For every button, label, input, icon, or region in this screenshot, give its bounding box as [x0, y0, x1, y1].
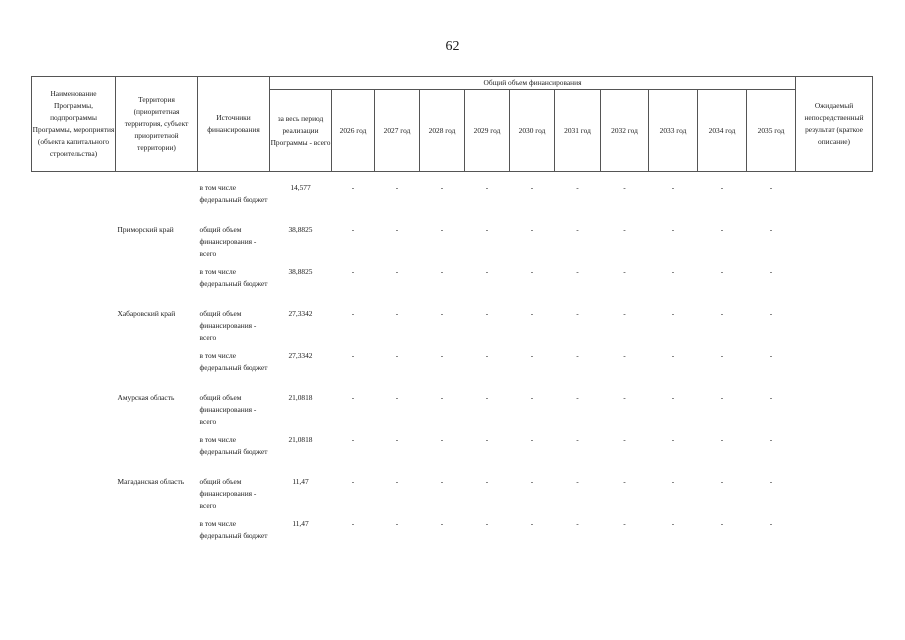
- year-cell: -: [671, 225, 675, 234]
- total-cell: 21,0818: [288, 435, 313, 444]
- year-cell: -: [671, 267, 675, 276]
- result-cell: [796, 182, 873, 224]
- year-cell: -: [623, 351, 626, 360]
- year-cell: -: [440, 393, 444, 402]
- table-row: [32, 266, 873, 308]
- source-cell: в том числе федеральный бюджет: [199, 267, 268, 288]
- year-cell: -: [395, 435, 399, 444]
- year-cell: -: [440, 351, 444, 360]
- name-cell: [32, 518, 116, 558]
- header-year: 2029 год: [465, 90, 510, 172]
- source-cell: общий объем финансирования - всего: [199, 225, 257, 258]
- result-cell: [796, 476, 873, 518]
- name-cell: [32, 434, 116, 476]
- year-cell: -: [440, 519, 444, 528]
- year-cell: -: [395, 393, 399, 402]
- year-cell: -: [720, 309, 724, 318]
- year-cell: -: [395, 351, 399, 360]
- year-cell: -: [671, 435, 675, 444]
- year-cell: -: [576, 519, 579, 528]
- name-cell: [32, 392, 116, 434]
- year-cell: -: [485, 351, 489, 360]
- year-cell: -: [623, 183, 626, 192]
- year-cell: -: [769, 477, 773, 486]
- name-cell: [32, 266, 116, 308]
- year-cell: -: [395, 225, 399, 234]
- name-cell: [32, 224, 116, 266]
- header-year: 2035 год: [747, 90, 796, 172]
- year-cell: -: [395, 309, 399, 318]
- year-cell: -: [576, 351, 579, 360]
- year-cell: -: [769, 267, 773, 276]
- year-cell: -: [769, 351, 773, 360]
- source-cell: общий объем финансирования - всего: [199, 393, 257, 426]
- source-cell: в том числе федеральный бюджет: [199, 435, 268, 456]
- header-year: 2034 год: [698, 90, 747, 172]
- year-cell: -: [485, 225, 489, 234]
- source-cell: в том числе федеральный бюджет: [199, 183, 268, 204]
- year-cell: -: [351, 225, 355, 234]
- year-cell: -: [769, 393, 773, 402]
- header-year: 2032 год: [601, 90, 649, 172]
- territory-cell: Хабаровский край: [117, 309, 176, 318]
- name-cell: [32, 350, 116, 392]
- year-cell: -: [485, 519, 489, 528]
- year-cell: -: [671, 393, 675, 402]
- year-cell: -: [623, 309, 626, 318]
- territory-cell: Магаданская область: [117, 477, 185, 486]
- year-cell: -: [671, 309, 675, 318]
- spacer-row: [32, 172, 873, 183]
- year-cell: -: [440, 183, 444, 192]
- source-cell: в том числе федеральный бюджет: [199, 519, 268, 540]
- year-cell: -: [530, 393, 534, 402]
- source-cell: в том числе федеральный бюджет: [199, 351, 268, 372]
- table-row: [32, 224, 873, 266]
- year-cell: -: [769, 225, 773, 234]
- territory-cell: Приморский край: [117, 225, 174, 234]
- header-year: 2030 год: [510, 90, 555, 172]
- year-cell: -: [623, 267, 626, 276]
- year-cell: -: [485, 393, 489, 402]
- year-cell: -: [623, 519, 626, 528]
- territory-cell: [116, 266, 198, 308]
- year-cell: -: [395, 267, 399, 276]
- header-year: 2027 год: [375, 90, 420, 172]
- total-cell: 11,47: [292, 477, 309, 486]
- year-cell: -: [720, 477, 724, 486]
- source-cell: общий объем финансирования - всего: [199, 477, 257, 510]
- year-cell: -: [576, 477, 579, 486]
- header-name: Наименование Программы, подпрограммы Программы, мероприятия (объекта капитального строительства): [32, 77, 116, 172]
- year-cell: -: [623, 435, 626, 444]
- year-cell: -: [576, 435, 579, 444]
- year-cell: -: [485, 435, 489, 444]
- name-cell: [32, 182, 116, 224]
- source-cell: общий объем финансирования - всего: [199, 309, 257, 342]
- year-cell: -: [769, 183, 773, 192]
- table-row: [32, 350, 873, 392]
- table-row: [32, 308, 873, 350]
- year-cell: -: [720, 267, 724, 276]
- year-cell: -: [485, 267, 489, 276]
- year-cell: -: [720, 183, 724, 192]
- year-cell: -: [440, 435, 444, 444]
- year-cell: -: [576, 183, 579, 192]
- year-cell: -: [769, 435, 773, 444]
- year-cell: -: [623, 225, 626, 234]
- header-territory: Территория (приоритетная территория, субъект приоритетной территории): [116, 77, 198, 172]
- year-cell: -: [351, 351, 355, 360]
- territory-cell: [116, 182, 198, 224]
- year-cell: -: [769, 309, 773, 318]
- year-cell: -: [440, 267, 444, 276]
- year-cell: -: [671, 183, 675, 192]
- year-cell: -: [530, 351, 534, 360]
- territory-cell: [116, 434, 198, 476]
- table-row: [32, 476, 873, 518]
- result-cell: [796, 518, 873, 558]
- year-cell: -: [395, 519, 399, 528]
- result-cell: [796, 434, 873, 476]
- table-row: [32, 434, 873, 476]
- total-cell: 38,8825: [288, 267, 313, 276]
- year-cell: -: [576, 393, 579, 402]
- total-cell: 27,3342: [288, 351, 313, 360]
- result-cell: [796, 308, 873, 350]
- header-sources: Источники финансирования: [198, 77, 270, 172]
- year-cell: -: [395, 183, 399, 192]
- year-cell: -: [530, 267, 534, 276]
- year-cell: -: [623, 393, 626, 402]
- territory-cell: Амурская область: [117, 393, 175, 402]
- result-cell: [796, 266, 873, 308]
- year-cell: -: [485, 183, 489, 192]
- header-total-financing: Общий объем финансирования: [270, 77, 796, 90]
- total-cell: 27,3342: [288, 309, 313, 318]
- year-cell: -: [720, 393, 724, 402]
- year-cell: -: [530, 519, 534, 528]
- year-cell: -: [720, 435, 724, 444]
- name-cell: [32, 308, 116, 350]
- total-cell: 14,577: [290, 183, 311, 192]
- name-cell: [32, 476, 116, 518]
- header-year: 2031 год: [555, 90, 601, 172]
- table-row: [32, 518, 873, 558]
- year-cell: -: [530, 225, 534, 234]
- table-body: [32, 172, 873, 559]
- year-cell: -: [485, 309, 489, 318]
- year-cell: -: [351, 309, 355, 318]
- year-cell: -: [530, 309, 534, 318]
- table-header: [32, 77, 873, 172]
- year-cell: -: [440, 225, 444, 234]
- year-cell: -: [351, 477, 355, 486]
- year-cell: -: [576, 267, 579, 276]
- result-cell: [796, 392, 873, 434]
- page-number: 62: [445, 39, 460, 54]
- year-cell: -: [720, 225, 724, 234]
- year-cell: -: [351, 267, 355, 276]
- year-cell: -: [720, 351, 724, 360]
- result-cell: [796, 224, 873, 266]
- year-cell: -: [671, 477, 675, 486]
- header-result: Ожидаемый непосредственный результат (краткое описание): [796, 77, 873, 172]
- header-total-period: за весь период реализации Программы - всего: [270, 90, 332, 172]
- total-cell: 38,8825: [288, 225, 313, 234]
- table-row: [32, 182, 873, 224]
- territory-cell: [116, 518, 198, 558]
- territory-cell: [116, 350, 198, 392]
- year-cell: -: [351, 435, 355, 444]
- year-cell: -: [576, 309, 579, 318]
- year-cell: -: [485, 477, 489, 486]
- year-cell: -: [395, 477, 399, 486]
- financing-table: [31, 76, 873, 558]
- year-cell: -: [576, 225, 579, 234]
- header-year: 2028 год: [420, 90, 465, 172]
- year-cell: -: [720, 519, 724, 528]
- year-cell: -: [530, 477, 534, 486]
- year-cell: -: [623, 477, 626, 486]
- year-cell: -: [671, 519, 675, 528]
- year-cell: -: [440, 309, 444, 318]
- table-row: [32, 392, 873, 434]
- year-cell: -: [530, 435, 534, 444]
- header-year: 2033 год: [649, 90, 698, 172]
- total-cell: 11,47: [292, 519, 309, 528]
- year-cell: -: [440, 477, 444, 486]
- year-cell: -: [351, 393, 355, 402]
- result-cell: [796, 350, 873, 392]
- header-year: 2026 год: [332, 90, 375, 172]
- year-cell: -: [769, 519, 773, 528]
- year-cell: -: [351, 519, 355, 528]
- year-cell: -: [351, 183, 355, 192]
- year-cell: -: [530, 183, 534, 192]
- total-cell: 21,0818: [288, 393, 313, 402]
- year-cell: -: [671, 351, 675, 360]
